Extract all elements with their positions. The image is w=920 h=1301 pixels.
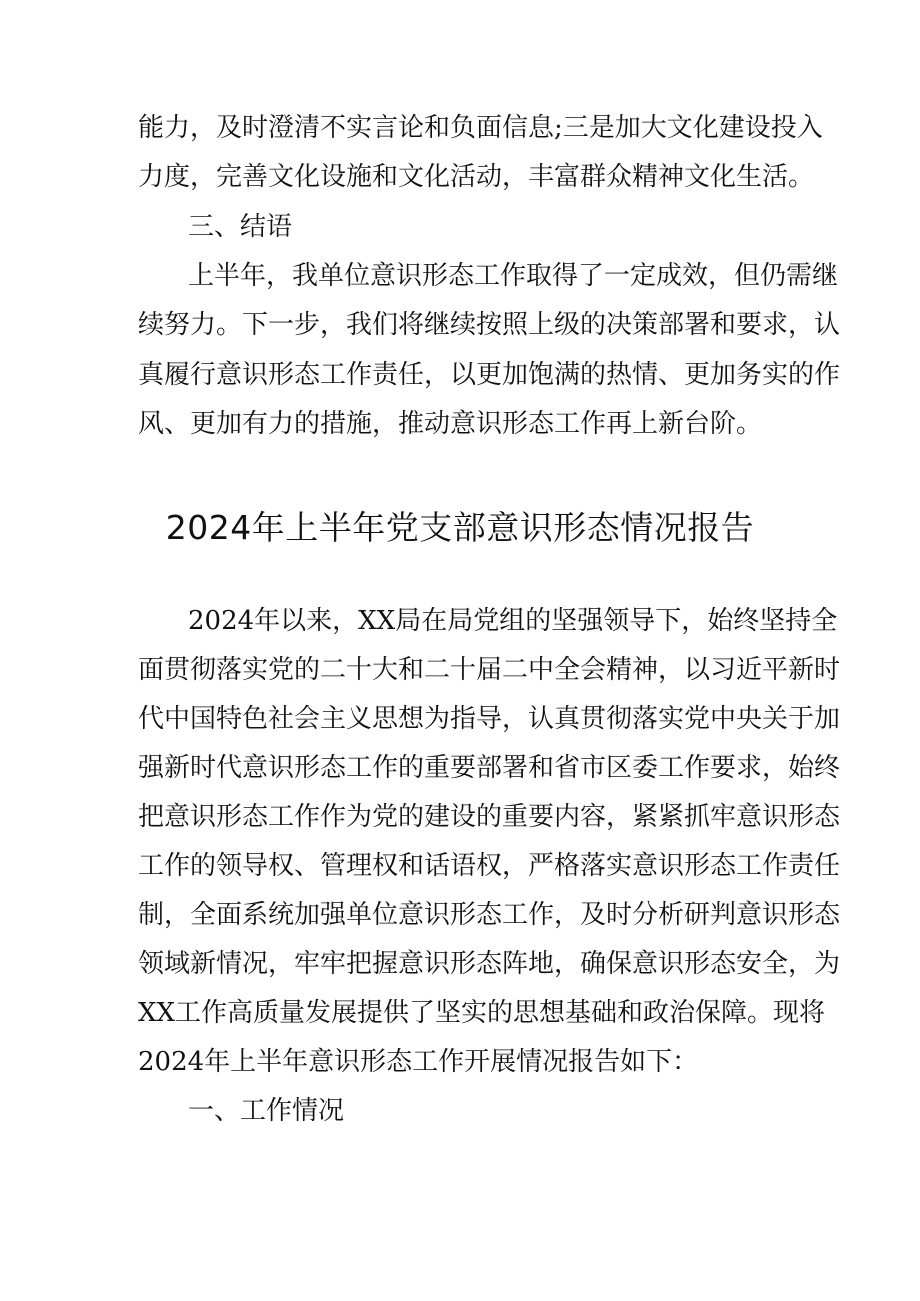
paragraph-line: 续努力。下一步，我们将继续按照上级的决策部署和要求，认: [138, 310, 841, 340]
paragraph-line: XX工作高质量发展提供了坚实的思想基础和政治保障。现将: [138, 998, 826, 1028]
paragraph-line: 2024年以来，XX局在局党组的坚强领导下，始终坚持全: [188, 606, 838, 636]
paragraph-line: 面贯彻落实党的二十大和二十届二中全会精神，以习近平新时: [138, 655, 841, 685]
paragraph-line: 领域新情况，牢牢把握意识形态阵地，确保意识形态安全，为: [138, 949, 841, 979]
paragraph-line: 能力，及时澄清不实言论和负面信息;三是加大文化建设投入: [138, 113, 823, 143]
paragraph-line: 代中国特色社会主义思想为指导，认真贯彻落实党中央关于加: [138, 704, 841, 734]
paragraph-line: 强新时代意识形态工作的重要部署和省市区委工作要求，始终: [138, 753, 841, 783]
paragraph-line: 把意识形态工作作为党的建设的重要内容，紧紧抓牢意识形态: [138, 802, 841, 832]
paragraph-line: 风、更加有力的措施，推动意识形态工作再上新台阶。: [138, 409, 763, 439]
document-title: 2024年上半年党支部意识形态情况报告: [165, 508, 755, 547]
paragraph-line: 上半年，我单位意识形态工作取得了一定成效，但仍需继: [188, 261, 839, 291]
paragraph-line: 真履行意识形态工作责任，以更加饱满的热情、更加务实的作: [138, 360, 841, 390]
section-heading-conclusion: 三、结语: [188, 212, 293, 242]
paragraph-line: 制，全面系统加强单位意识形态工作，及时分析研判意识形态: [138, 900, 841, 930]
section-heading-work-status: 一、工作情况: [188, 1096, 345, 1126]
paragraph-line: 力度，完善文化设施和文化活动，丰富群众精神文化生活。: [138, 162, 815, 192]
paragraph-line: 2024年上半年意识形态工作开展情况报告如下：: [138, 1047, 699, 1077]
paragraph-line: 工作的领导权、管理权和话语权，严格落实意识形态工作责任: [138, 851, 841, 881]
